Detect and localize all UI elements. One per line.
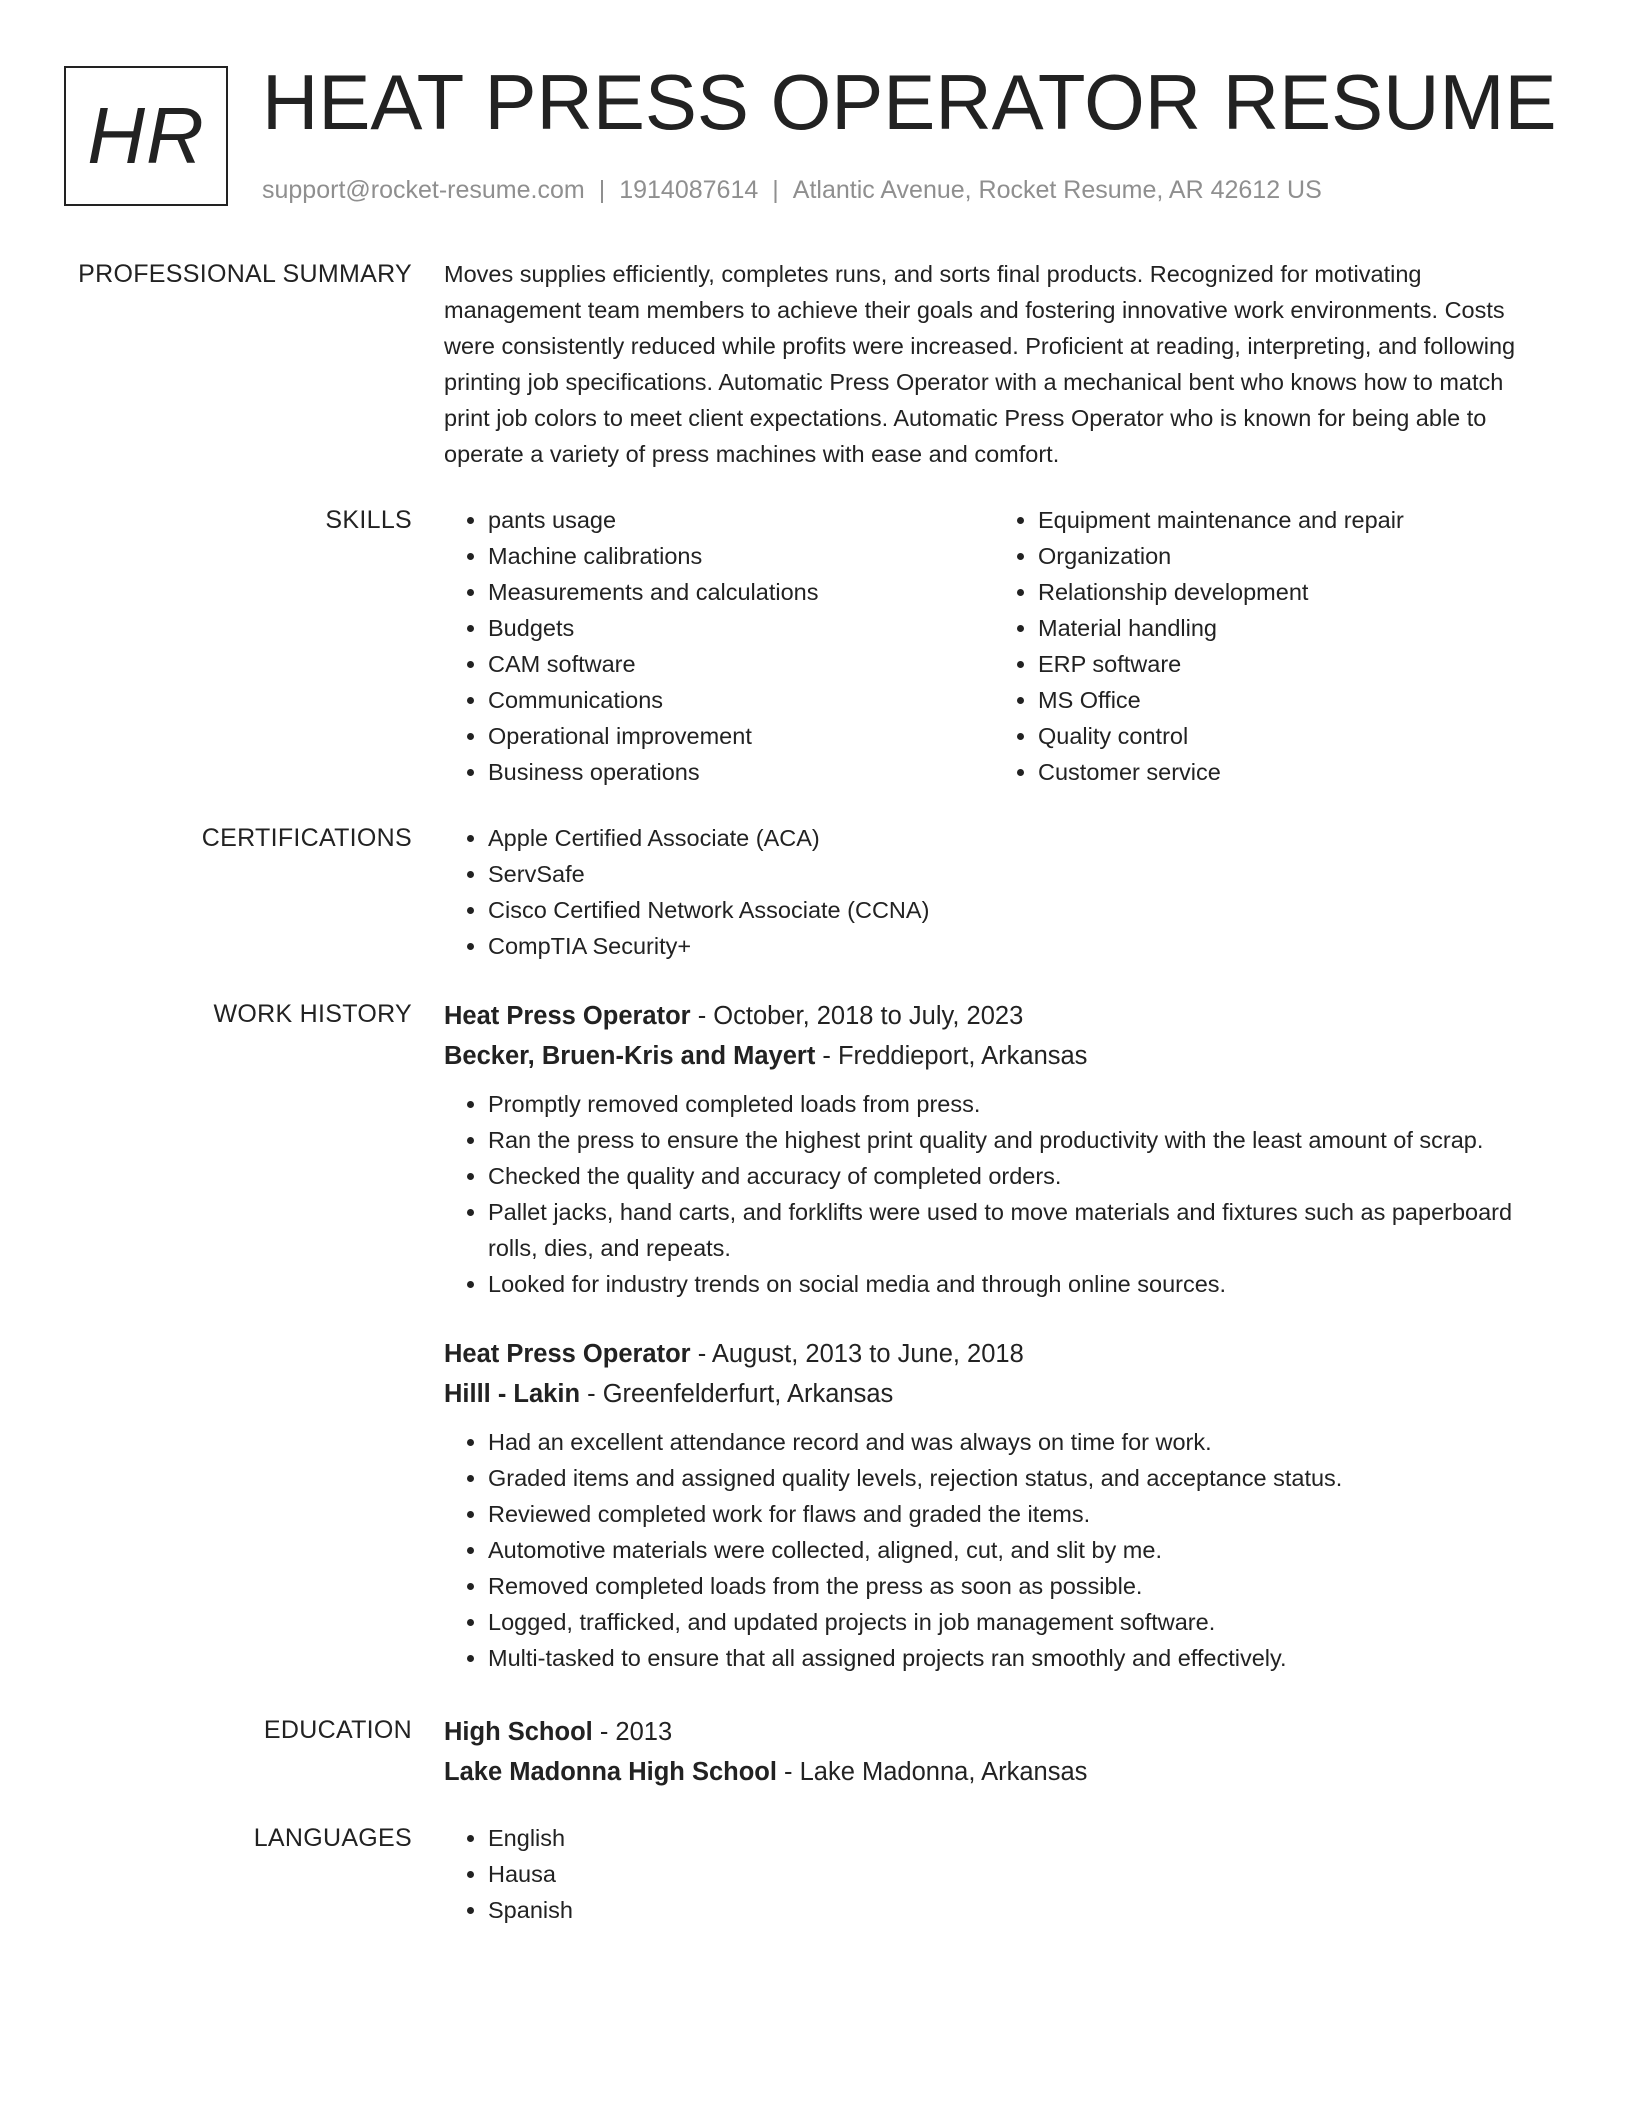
contact-separator: | [598, 176, 606, 204]
section-label-languages: LANGUAGES [253, 1824, 412, 1852]
job-dates: - August, 2013 to June, 2018 [690, 1340, 1024, 1368]
job-bullet: • Graded items and assigned quality levels, rejection status, and acceptance status. [488, 1460, 1544, 1496]
job-company: Becker, Bruen-Kris and Mayert [444, 1042, 816, 1070]
skill-item: • Equipment maintenance and repair [1038, 502, 1544, 538]
contact-email: support@rocket-resume.com [262, 176, 585, 204]
education-school: Lake Madonna High School [444, 1758, 777, 1786]
skill-item: • CAM software [488, 646, 994, 682]
skill-item: • Communications [488, 682, 994, 718]
summary-body [444, 256, 1544, 472]
skill-item: • pants usage [488, 502, 994, 538]
skill-item: • Organization [1038, 538, 1544, 574]
job-bullet: • Multi-tasked to ensure that all assigned projects ran smoothly and effectively. [488, 1640, 1544, 1676]
job-title: Heat Press Operator [444, 1340, 691, 1368]
contact-phone: 1914087614 [619, 176, 759, 204]
job-dates: - October, 2018 to July, 2023 [690, 1002, 1024, 1030]
language-item: • Spanish [488, 1892, 1544, 1928]
job-company: Hilll - Lakin [444, 1380, 581, 1408]
job-bullet: • Logged, trafficked, and updated projects in job management software. [488, 1604, 1544, 1640]
section-label-certifications: CERTIFICATIONS [201, 824, 412, 852]
languages-body [444, 1820, 1544, 1928]
contact-separator: | [772, 176, 779, 204]
summary-text: Moves supplies efficiently, completes runs, and sorts final products. Recognized for motivating management team members to achieve their goals and fostering innovative work environments. Costs were consistently reduced while profits were increased. Proficient at reading, interpreting, and following printing job specifications. Automatic Press Operator with a mechanical bent who knows how to match print job colors to meet client expectations. Automatic Press Operator who is known for being able to operate a variety of press machines with ease and comfort. [444, 261, 1516, 467]
certification-item: • Cisco Certified Network Associate (CCNA) [488, 892, 1544, 928]
skill-item: • ERP software [1038, 646, 1544, 682]
skill-item: • Relationship development [1038, 574, 1544, 610]
certification-item: • CompTIA Security+ [488, 928, 1544, 964]
skill-item: • Business operations [488, 754, 994, 790]
job-title-line [444, 996, 1544, 1036]
skill-item: • Measurements and calculations [488, 574, 994, 610]
job-bullets [444, 1086, 1544, 1302]
certification-item: • ServSafe [488, 856, 1544, 892]
skill-item: • Quality control [1038, 718, 1544, 754]
job-entry [444, 1334, 1544, 1676]
job-entry [444, 996, 1544, 1302]
job-company-line [444, 1036, 1544, 1076]
languages-list [444, 1820, 1544, 1928]
certification-item: • Apple Certified Associate (ACA) [488, 820, 1544, 856]
job-bullet: • Pallet jacks, hand carts, and forklifts were used to move materials and fixtures such as paperboard rolls, dies, and repeats. [488, 1194, 1544, 1266]
job-bullet: • Ran the press to ensure the highest print quality and productivity with the least amount of scrap. [488, 1122, 1544, 1158]
job-bullet: • Automotive materials were collected, aligned, cut, and slit by me. [488, 1532, 1544, 1568]
certifications-list [444, 820, 1544, 964]
job-location: - Greenfelderfurt, Arkansas [580, 1380, 894, 1408]
certifications-body [444, 820, 1544, 964]
skill-item: • MS Office [1038, 682, 1544, 718]
education-year: - 2013 [592, 1718, 673, 1746]
job-title-line [444, 1334, 1544, 1374]
job-location: - Freddieport, Arkansas [815, 1042, 1088, 1070]
resume-title: HEAT PRESS OPERATOR RESUME [262, 58, 1557, 146]
section-label-skills: SKILLS [325, 506, 412, 534]
job-company-line [444, 1374, 1544, 1414]
section-label-education: EDUCATION [263, 1716, 412, 1744]
work-history-body [444, 996, 1544, 1676]
job-bullet: • Looked for industry trends on social media and through online sources. [488, 1266, 1544, 1302]
skill-item: • Material handling [1038, 610, 1544, 646]
contact-address: Atlantic Avenue, Rocket Resume, AR 42612 US [792, 176, 1322, 204]
skill-item: • Budgets [488, 610, 994, 646]
job-bullet: • Had an excellent attendance record and was always on time for work. [488, 1424, 1544, 1460]
contact-line [262, 174, 1322, 206]
skills-body [444, 502, 1544, 790]
skill-item: • Customer service [1038, 754, 1544, 790]
section-label-summary: PROFESSIONAL SUMMARY [78, 260, 412, 288]
education-location: - Lake Madonna, Arkansas [776, 1758, 1088, 1786]
section-label-work-history: WORK HISTORY [213, 1000, 412, 1028]
education-degree: High School [444, 1718, 593, 1746]
education-degree-line [444, 1712, 1544, 1752]
job-title: Heat Press Operator [444, 1002, 691, 1030]
job-bullets [444, 1424, 1544, 1676]
education-body [444, 1712, 1544, 1792]
skills-list-left [444, 502, 994, 790]
skills-list-right [994, 502, 1544, 790]
monogram-logo: HR [64, 66, 228, 206]
job-bullet: • Removed completed loads from the press as soon as possible. [488, 1568, 1544, 1604]
job-bullet: • Checked the quality and accuracy of completed orders. [488, 1158, 1544, 1194]
job-bullet: • Promptly removed completed loads from press. [488, 1086, 1544, 1122]
skill-item: • Operational improvement [488, 718, 994, 754]
language-item: • English [488, 1820, 1544, 1856]
job-bullet: • Reviewed completed work for flaws and graded the items. [488, 1496, 1544, 1532]
education-school-line [444, 1752, 1544, 1792]
language-item: • Hausa [488, 1856, 1544, 1892]
skill-item: • Machine calibrations [488, 538, 994, 574]
